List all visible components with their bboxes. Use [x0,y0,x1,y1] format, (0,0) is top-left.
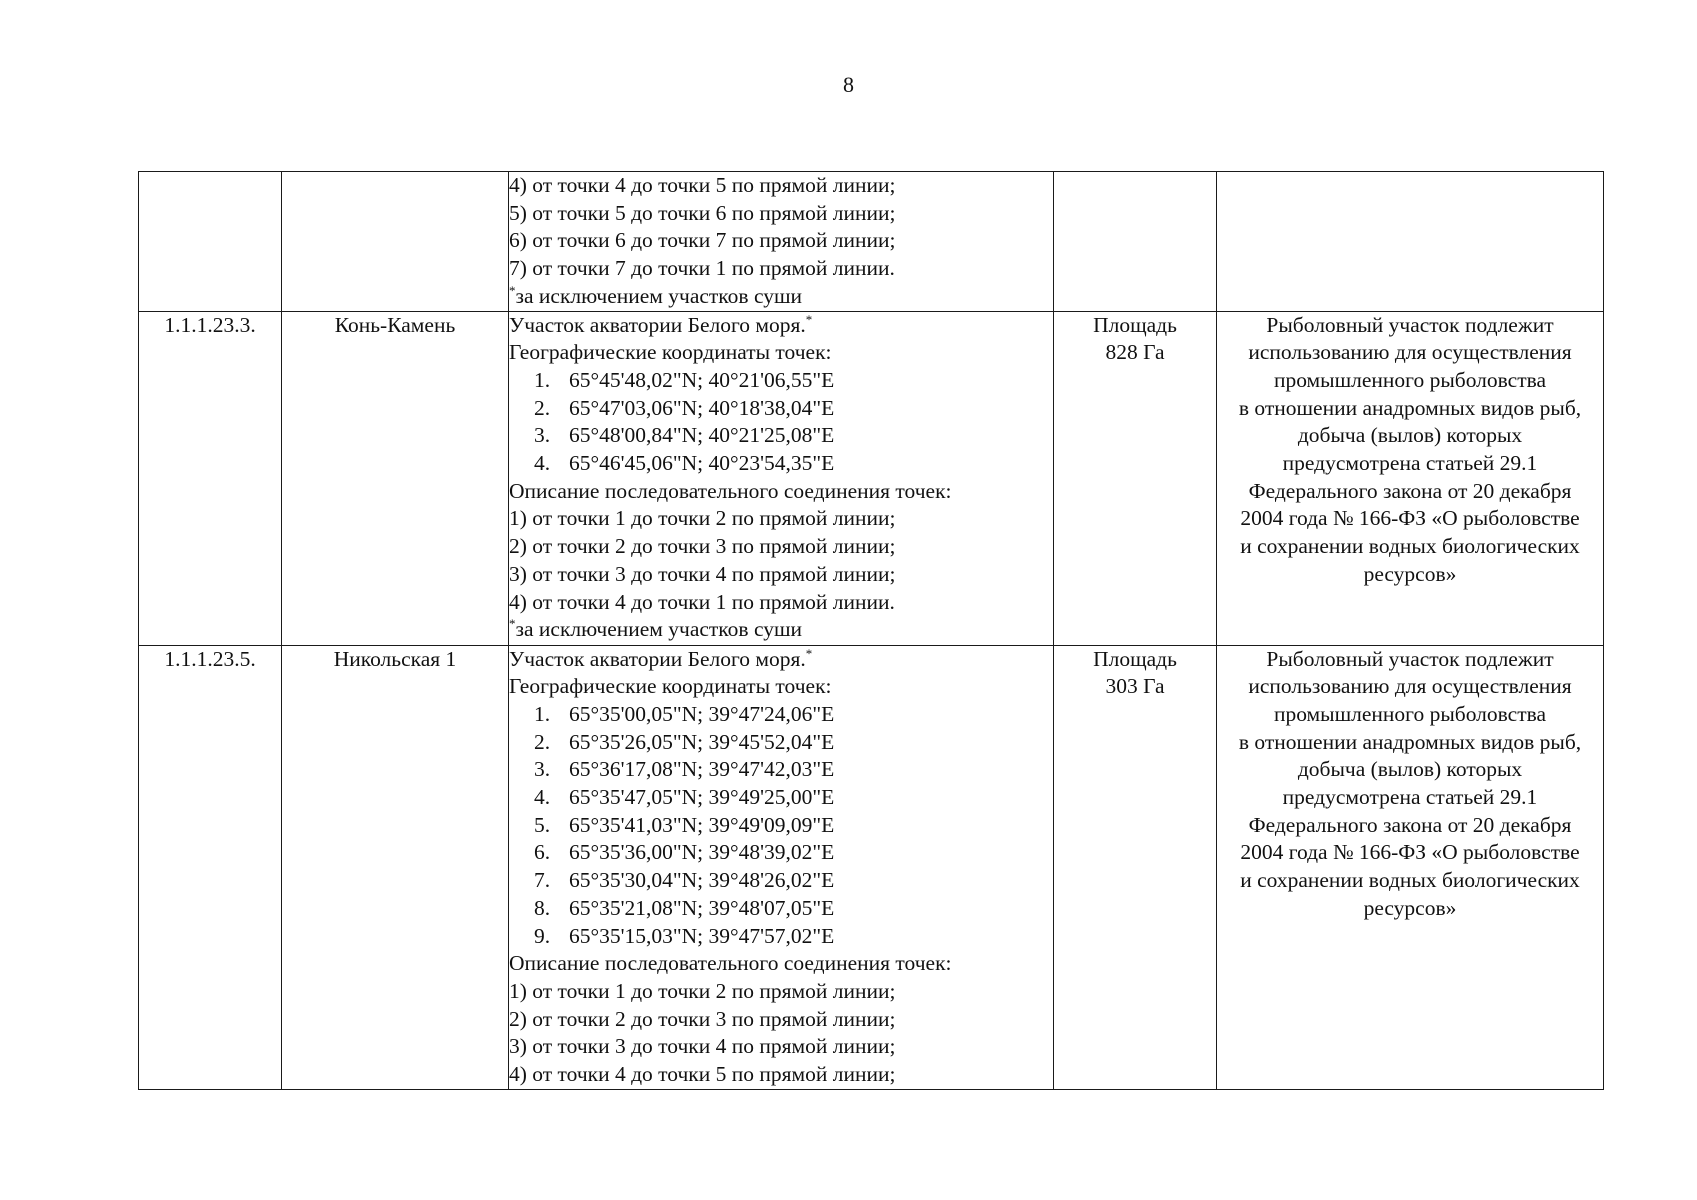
coordinate-index: 4. [534,785,551,810]
coordinate-value: 65°35'15,03"N; 39°47'57,02"E [569,923,835,948]
coordinate-point [509,784,1053,812]
area-size [1054,311,1217,645]
area-note [1217,311,1604,645]
coordinate-point [509,422,1053,450]
note-line: промышленного рыболовства [1273,367,1547,392]
coordinate-index: 1. [534,701,551,726]
coordinate-point [509,756,1053,784]
coordinate-point [509,867,1053,895]
area-number: 1.1.1.23.5. [139,645,282,1089]
coordinate-index: 3. [534,423,551,448]
note-line: Федерального закона от 20 декабря [1248,812,1572,837]
area-name: Никольская 1 [282,645,509,1089]
footnote-mark: * [509,616,516,632]
coordinate-value: 65°35'00,05"N; 39°47'24,06"E [569,701,835,726]
area-number: 1.1.1.23.3. [139,311,282,645]
area-description [509,172,1054,312]
note-line: в отношении анадромных видов рыб, [1238,729,1582,754]
coordinate-point [509,923,1053,951]
table-row [139,645,1604,1089]
area-note [1217,645,1604,1089]
coordinate-point [509,367,1053,395]
note-line: и сохранении водных биологических [1240,534,1580,559]
connection-step: 2) от точки 2 до точки 3 по прямой линии; [509,1006,896,1031]
connection-step: 5) от точки 5 до точки 6 по прямой линии; [509,200,896,225]
area-number [139,172,282,312]
footnote-mark: * [805,311,813,327]
table-row [139,172,1604,312]
coordinate-point [509,895,1053,923]
intro-text: Участок акватории Белого моря. [509,312,806,337]
footnote-mark: * [509,282,516,298]
coordinate-point [509,395,1053,423]
footnote [509,283,1053,311]
coordinate-point [509,450,1053,478]
coordinate-value: 65°45'48,02"N; 40°21'06,55"E [569,367,835,392]
note-line: промышленного рыболовства [1273,701,1547,726]
coordinate-point [509,701,1053,729]
coordinate-value: 65°35'21,08"N; 39°48'07,05"E [569,895,835,920]
connection-step: 4) от точки 4 до точки 5 по прямой линии; [509,1062,896,1087]
description-intro [509,646,1053,674]
connection-step: 2) от точки 2 до точки 3 по прямой линии; [509,534,896,559]
area-size [1054,172,1217,312]
area-value: 303 Га [1105,674,1165,699]
coordinate-value: 65°35'30,04"N; 39°48'26,02"E [569,868,835,893]
note-line: ресурсов» [1363,561,1457,586]
note-line: предусмотрена статьей 29.1 [1282,785,1538,810]
coordinate-point [509,812,1053,840]
coordinate-value: 65°35'41,03"N; 39°49'09,09"E [569,812,835,837]
connection-label: Описание последовательного соединения точек: [509,478,952,503]
note-line: и сохранении водных биологических [1240,868,1580,893]
fishing-areas-table [138,171,1604,1090]
connection-step: 3) от точки 3 до точки 4 по прямой линии; [509,1034,896,1059]
description-intro [509,312,1053,340]
coordinate-index: 9. [534,923,551,948]
coordinate-value: 65°35'36,00"N; 39°48'39,02"E [569,840,835,865]
note-line: добыча (вылов) которых [1297,423,1523,448]
table-body [139,172,1604,1090]
note-line: 2004 года № 166-ФЗ «О рыболовстве [1240,840,1580,865]
area-value: 828 Га [1105,340,1165,365]
note-line: добыча (вылов) которых [1297,757,1523,782]
area-name [282,172,509,312]
area-name: Конь-Камень [282,311,509,645]
footnote-mark: * [805,645,813,661]
coordinate-point [509,729,1053,757]
area-description [509,645,1054,1089]
connection-step: 1) от точки 1 до точки 2 по прямой линии; [509,978,896,1003]
footnote [509,616,1053,644]
coordinate-index: 5. [534,812,551,837]
note-line: в отношении анадромных видов рыб, [1238,395,1582,420]
intro-text: Участок акватории Белого моря. [509,646,806,671]
connection-step: 6) от точки 6 до точки 7 по прямой линии; [509,228,896,253]
connection-step: 1) от точки 1 до точки 2 по прямой линии; [509,506,896,531]
area-size [1054,645,1217,1089]
coordinate-index: 4. [534,451,551,476]
coordinate-value: 65°46'45,06"N; 40°23'54,35"E [569,451,835,476]
note-line: Рыболовный участок подлежит [1266,646,1554,671]
coordinates-label: Географические координаты точек: [509,340,832,365]
footnote-text: за исключением участков суши [515,283,803,308]
coordinate-value: 65°35'26,05"N; 39°45'52,04"E [569,729,835,754]
note-line: 2004 года № 166-ФЗ «О рыболовстве [1240,506,1580,531]
area-label: Площадь [1093,312,1177,337]
note-line: Федерального закона от 20 декабря [1248,478,1572,503]
coordinate-point [509,839,1053,867]
connection-step: 3) от точки 3 до точки 4 по прямой линии; [509,561,896,586]
coordinate-value: 65°36'17,08"N; 39°47'42,03"E [569,757,835,782]
note-line: Рыболовный участок подлежит [1266,312,1554,337]
connection-label: Описание последовательного соединения точек: [509,951,952,976]
note-line: использованию для осуществления [1248,340,1572,365]
connection-step: 4) от точки 4 до точки 5 по прямой линии; [509,173,896,197]
page-number: 8 [843,72,854,97]
coordinate-index: 3. [534,757,551,782]
note-line: использованию для осуществления [1248,674,1572,699]
note-line: предусмотрена статьей 29.1 [1282,451,1538,476]
coordinates-label: Географические координаты точек: [509,674,832,699]
area-description [509,311,1054,645]
coordinate-index: 2. [534,395,551,420]
coordinate-index: 1. [534,367,551,392]
coordinate-index: 6. [534,840,551,865]
area-label: Площадь [1093,646,1177,671]
connection-step: 7) от точки 7 до точки 1 по прямой линии. [509,256,895,281]
coordinate-value: 65°35'47,05"N; 39°49'25,00"E [569,785,835,810]
footnote-text: за исключением участков суши [515,617,803,642]
note-line: ресурсов» [1363,895,1457,920]
coordinate-value: 65°47'03,06"N; 40°18'38,04"E [569,395,835,420]
area-note [1217,172,1604,312]
coordinate-index: 2. [534,729,551,754]
coordinate-value: 65°48'00,84"N; 40°21'25,08"E [569,423,835,448]
coordinate-index: 8. [534,895,551,920]
coordinate-index: 7. [534,868,551,893]
table-row [139,311,1604,645]
connection-step: 4) от точки 4 до точки 1 по прямой линии. [509,589,895,614]
